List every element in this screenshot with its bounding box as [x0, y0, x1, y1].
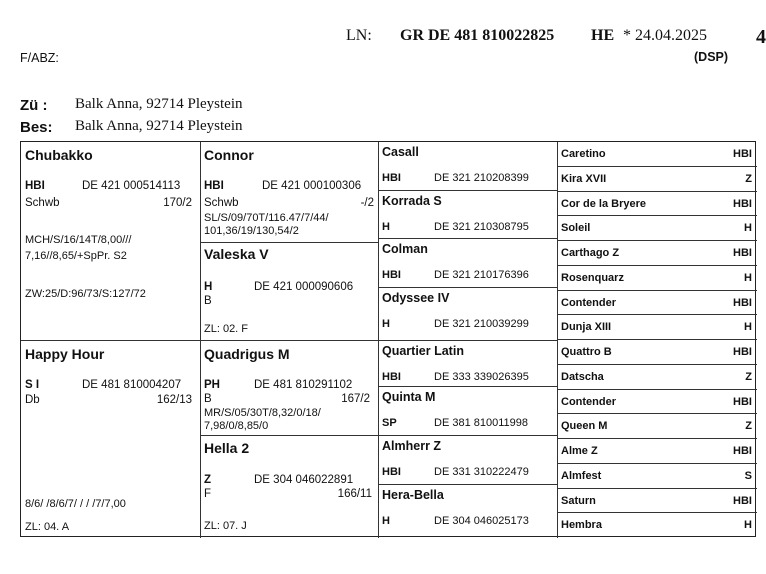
- gen3-cell: [379, 436, 558, 485]
- gen4-name: Quattro B: [561, 346, 612, 358]
- gen3-reg: DE 321 210039299: [434, 318, 529, 330]
- pedigree-table: [20, 141, 756, 537]
- gen4-name: Contender: [561, 396, 616, 408]
- gen4-breed: Z: [745, 420, 752, 432]
- gen4-breed: HBI: [733, 396, 752, 408]
- gen3-cell: [379, 239, 558, 288]
- gen4-cell: [558, 414, 757, 439]
- gen3-name: Almherr Z: [382, 439, 442, 453]
- gen4-cell: [558, 266, 757, 291]
- gen3-cell: [379, 142, 558, 191]
- gen3-cell: [379, 288, 558, 341]
- ds-perf-2: 7,98/0/8,85/0: [204, 420, 269, 432]
- gen3-breed: H: [382, 515, 390, 527]
- gen4-name: Contender: [561, 297, 616, 309]
- dam-size: 162/13: [156, 394, 192, 406]
- gen3-breed: H: [382, 221, 390, 233]
- gen4-breed: Z: [745, 371, 752, 383]
- dam-perf: 8/6/ /8/6/7/ / / /7/7,00: [25, 498, 126, 510]
- gen4-name: Cor de la Bryere: [561, 198, 646, 210]
- owner-label: Bes:: [20, 119, 53, 136]
- ss-breed: HBI: [204, 180, 224, 192]
- gen4-cell: [558, 142, 757, 167]
- owner-value: Balk Anna, 92714 Pleystein: [75, 118, 243, 134]
- page-corner-number: 4: [756, 26, 766, 48]
- gen3-name: Quartier Latin: [382, 344, 464, 358]
- sire-perf-2: 7,16//8,65/+SpPr. S2: [25, 250, 127, 262]
- ss-size: -/2: [360, 197, 374, 209]
- sire-size: 170/2: [163, 197, 192, 209]
- gen4-name: Rosenquarz: [561, 272, 624, 284]
- gen4-breed: HBI: [733, 148, 752, 160]
- gen4-breed: H: [744, 321, 752, 333]
- life-number: GR DE 481 810022825: [400, 27, 555, 44]
- breeder-value: Balk Anna, 92714 Pleystein: [75, 96, 243, 112]
- gen4-cell: [558, 513, 757, 538]
- gen3-name: Odyssee IV: [382, 291, 450, 305]
- gen3-cell: [379, 387, 558, 436]
- dam-name: Happy Hour: [25, 346, 105, 362]
- gen3-reg: DE 381 810011998: [434, 417, 528, 429]
- gen4-name: Hembra: [561, 519, 602, 531]
- gen4-breed: HBI: [733, 445, 752, 457]
- gen3-cell: [379, 341, 558, 387]
- gen4-breed: HBI: [733, 495, 752, 507]
- gen4-breed: S: [744, 470, 752, 482]
- gen3-breed: HBI: [382, 269, 401, 281]
- gen4-breed: HBI: [733, 346, 752, 358]
- ss-reg: DE 421 000100306: [262, 180, 362, 192]
- birth-date: * 24.04.2025: [623, 27, 707, 44]
- sire-breed: HBI: [25, 180, 45, 192]
- gen4-name: Kira XVII: [561, 173, 607, 185]
- gen4-breed: HBI: [733, 247, 752, 259]
- he-label: HE: [591, 27, 615, 44]
- gen4-cell: [558, 241, 757, 266]
- gen4-name: Queen M: [561, 420, 608, 432]
- sd-reg: DE 421 000090606: [254, 281, 354, 293]
- gen3-breed: SP: [382, 417, 397, 429]
- gen3-reg: DE 321 210208399: [434, 172, 529, 184]
- ds-perf-1: MR/S/05/30T/8,32/0/18/: [204, 407, 321, 419]
- sire-name: Chubakko: [25, 147, 93, 163]
- gen4-name: Caretino: [561, 148, 606, 160]
- gen4-breed: HBI: [733, 297, 752, 309]
- sd-name: Valeska V: [204, 246, 269, 262]
- dam-breed: S I: [25, 379, 40, 391]
- gen3-name: Korrada S: [382, 194, 442, 208]
- gen4-name: Soleil: [561, 222, 591, 234]
- gen3-cell: [379, 191, 558, 239]
- gen3-reg: DE 304 046025173: [434, 515, 529, 527]
- gen4-name: Alme Z: [561, 445, 598, 457]
- ds-name: Quadrigus M: [204, 346, 290, 362]
- gen4-breed: H: [744, 222, 752, 234]
- gen3-reg: DE 333 339026395: [434, 371, 529, 383]
- dd-size: 166/11: [337, 488, 372, 500]
- sire-reg: DE 421 000514113: [82, 180, 181, 192]
- gen4-breed: H: [744, 272, 752, 284]
- dam-sire-cell: [201, 341, 379, 436]
- gen4-name: Datscha: [561, 371, 604, 383]
- ln-label: LN:: [346, 27, 372, 44]
- gen3-name: Casall: [382, 145, 419, 159]
- gen3-cell: [379, 485, 558, 538]
- dam-cell: [21, 341, 201, 538]
- gen3-reg: DE 331 310222479: [434, 466, 529, 478]
- gen4-cell: [558, 365, 757, 390]
- ds-color: B: [204, 393, 212, 405]
- gen4-cell: [558, 291, 757, 315]
- dam-color: Db: [25, 394, 40, 406]
- sire-perf-1: MCH/S/16/14T/8,00///: [25, 234, 132, 246]
- gen3-name: Colman: [382, 242, 428, 256]
- dsp-label: (DSP): [694, 50, 729, 64]
- ss-perf-1: SL/S/09/70T/116.47/7/44/: [204, 212, 329, 224]
- gen3-breed: HBI: [382, 466, 401, 478]
- dd-name: Hella 2: [204, 440, 250, 456]
- ss-color: Schwb: [204, 197, 239, 209]
- gen3-reg: DE 321 210308795: [434, 221, 529, 233]
- ss-perf-2: 101,36/19/130,54/2: [204, 225, 299, 237]
- gen4-cell: [558, 439, 757, 464]
- sire-dam-cell: [201, 243, 379, 341]
- dd-breed: Z: [204, 474, 212, 486]
- fabz-label: F/ABZ:: [20, 51, 59, 65]
- dam-zl: ZL: 04. A: [25, 521, 70, 533]
- dd-reg: DE 304 046022891: [254, 474, 354, 486]
- gen4-cell: [558, 390, 757, 414]
- gen4-cell: [558, 216, 757, 241]
- gen4-name: Dunja XIII: [561, 321, 612, 333]
- gen4-breed: Z: [745, 173, 752, 185]
- gen4-name: Carthago Z: [561, 247, 620, 259]
- dd-zl: ZL: 07. J: [204, 520, 247, 532]
- dam-dam-cell: [201, 436, 379, 538]
- sd-breed: H: [204, 281, 213, 293]
- sire-breeding-values: ZW:25/D:96/73/S:127/72: [25, 288, 146, 300]
- gen4-breed: H: [744, 519, 752, 531]
- sire-cell: [21, 142, 201, 341]
- gen4-cell: [558, 340, 757, 365]
- gen4-cell: [558, 192, 757, 216]
- gen4-cell: [558, 464, 757, 489]
- ds-reg: DE 481 810291102: [254, 379, 353, 391]
- gen4-cell: [558, 315, 757, 340]
- dd-color: F: [204, 488, 212, 500]
- gen3-name: Hera-Bella: [382, 488, 444, 502]
- gen3-breed: H: [382, 318, 390, 330]
- gen4-breed: HBI: [733, 198, 752, 210]
- gen4-cell: [558, 167, 757, 192]
- gen4-cell: [558, 489, 757, 513]
- sd-zl: ZL: 02. F: [204, 323, 249, 335]
- ds-breed: PH: [204, 379, 220, 391]
- sire-sire-cell: [201, 142, 379, 243]
- gen4-name: Saturn: [561, 495, 596, 507]
- dam-reg: DE 481 810004207: [82, 379, 182, 391]
- ss-name: Connor: [204, 147, 254, 163]
- breeder-label: Zü :: [20, 97, 48, 114]
- gen3-breed: HBI: [382, 371, 401, 383]
- sire-color: Schwb: [25, 197, 60, 209]
- gen3-reg: DE 321 210176396: [434, 269, 529, 281]
- ds-size: 167/2: [341, 393, 370, 405]
- sd-color: B: [204, 295, 212, 307]
- gen4-name: Almfest: [561, 470, 602, 482]
- gen3-name: Quinta M: [382, 390, 436, 404]
- gen3-breed: HBI: [382, 172, 401, 184]
